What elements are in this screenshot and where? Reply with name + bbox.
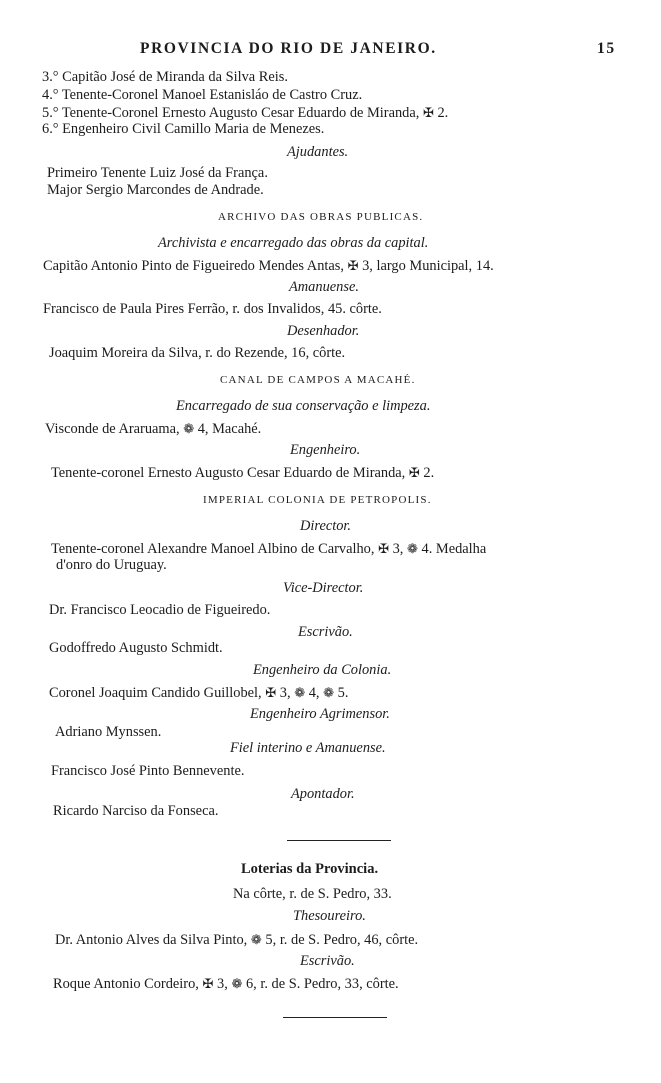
entry-primeiro-tenente: Primeiro Tenente Luiz José da França. — [47, 165, 268, 181]
entry-ricardo-narciso: Ricardo Narciso da Fonseca. — [53, 803, 219, 819]
entry-francisco-de-paula: Francisco de Paula Pires Ferrão, r. dos Invalidos, 45. côrte. — [43, 301, 382, 317]
order-cross-icon: ✠ — [202, 976, 214, 991]
heading-encarregado-conservacao: Encarregado de sua conservação e limpeza. — [176, 398, 431, 414]
section-colonia-petropolis: IMPERIAL COLONIA DE PETROPOLIS. — [203, 494, 432, 506]
entry-godoffredo: Godoffredo Augusto Schmidt. — [49, 640, 223, 656]
entry-roque-antonio: Roque Antonio Cordeiro, ✠ 3, ❁ 6, r. de S. Pedro, 33, côrte. — [53, 976, 399, 992]
section-canal-campos: CANAL DE CAMPOS A MACAHÉ. — [220, 374, 416, 386]
order-rose-icon: ❁ — [231, 976, 243, 991]
heading-vice-director: Vice-Director. — [283, 580, 364, 596]
entry-francisco-jose: Francisco José Pinto Bennevente. — [51, 763, 245, 779]
order-rose-icon: ❁ — [323, 685, 335, 700]
heading-escrivao-loterias: Escrivão. — [300, 953, 355, 969]
entry-visconde-araruama: Visconde de Araruama, ❁ 4, Macahé. — [45, 421, 262, 437]
heading-apontador: Apontador. — [291, 786, 355, 802]
entry-tenente-coronel-alexandre: Tenente-coronel Alexandre Manoel Albino de Carvalho, ✠ 3, ❁ 4. Medalha — [51, 541, 487, 557]
order-rose-icon: ❁ — [183, 421, 195, 436]
heading-engenheiro-agrimensor: Engenheiro Agrimensor. — [250, 706, 390, 722]
entry-joaquim-moreira: Joaquim Moreira da Silva, r. do Rezende, 16, côrte. — [49, 345, 346, 361]
entry-dr-francisco-leocadio: Dr. Francisco Leocadio de Figueiredo. — [49, 602, 271, 618]
order-cross-icon: ✠ — [265, 685, 277, 700]
section-loterias: Loterias da Provincia. — [241, 861, 379, 877]
line-5-tenente-coronel: 5.° Tenente-Coronel Ernesto Augusto Cesar Eduardo de Miranda, ✠ 2. — [42, 105, 449, 121]
heading-engenheiro-colonia: Engenheiro da Colonia. — [253, 662, 392, 678]
heading-ajudantes: Ajudantes. — [287, 144, 349, 160]
entry-major-sergio: Major Sergio Marcondes de Andrade. — [47, 182, 264, 198]
loterias-address: Na côrte, r. de S. Pedro, 33. — [233, 886, 392, 902]
entry-tenente-coronel-ernesto: Tenente-coronel Ernesto Augusto Cesar Eduardo de Miranda, ✠ 2. — [51, 465, 435, 481]
line-4-tenente-coronel: 4.° Tenente-Coronel Manoel Estanisláo de Castro Cruz. — [42, 87, 363, 103]
order-cross-icon: ✠ — [422, 105, 434, 120]
heading-thesoureiro: Thesoureiro. — [293, 908, 366, 924]
heading-director: Director. — [300, 518, 352, 534]
order-cross-icon: ✠ — [347, 258, 359, 273]
entry-coronel-joaquim: Coronel Joaquim Candido Guillobel, ✠ 3, ❁ 4, ❁ 5. — [49, 685, 349, 701]
order-rose-icon: ❁ — [407, 541, 418, 556]
order-rose-icon: ❁ — [294, 685, 306, 700]
order-cross-icon: ✠ — [408, 465, 420, 480]
bottom-divider — [283, 1017, 387, 1018]
line-6-engenheiro: 6.° Engenheiro Civil Camillo Maria de Menezes. — [42, 121, 325, 137]
running-head: PROVINCIA DO RIO DE JANEIRO. — [140, 40, 437, 57]
heading-engenheiro: Engenheiro. — [290, 442, 361, 458]
entry-adriano-mynssen: Adriano Mynssen. — [55, 724, 162, 740]
heading-desenhador: Desenhador. — [287, 323, 360, 339]
section-divider — [287, 840, 391, 841]
heading-amanuense: Amanuense. — [289, 279, 359, 295]
entry-dr-antonio-alves: Dr. Antonio Alves da Silva Pinto, ❁ 5, r. de S. Pedro, 46, côrte. — [55, 932, 419, 948]
order-rose-icon: ❁ — [250, 932, 262, 947]
heading-fiel-interino: Fiel interino e Amanuense. — [230, 740, 386, 756]
heading-escrivao: Escrivão. — [298, 624, 353, 640]
entry-capitao-antonio: Capitão Antonio Pinto de Figueiredo Mendes Antas, ✠ 3, largo Municipal, 14. — [43, 258, 494, 274]
heading-archivista: Archivista e encarregado das obras da capital. — [158, 235, 429, 251]
order-cross-icon: ✠ — [378, 541, 389, 556]
line-3-capitao: 3.° Capitão José de Miranda da Silva Reis. — [42, 69, 288, 85]
entry-medalha-continuation: d'onro do Uruguay. — [56, 557, 167, 573]
page-number: 15 — [597, 40, 616, 57]
section-archivo-obras-publicas: ARCHIVO DAS OBRAS PUBLICAS. — [218, 211, 424, 223]
